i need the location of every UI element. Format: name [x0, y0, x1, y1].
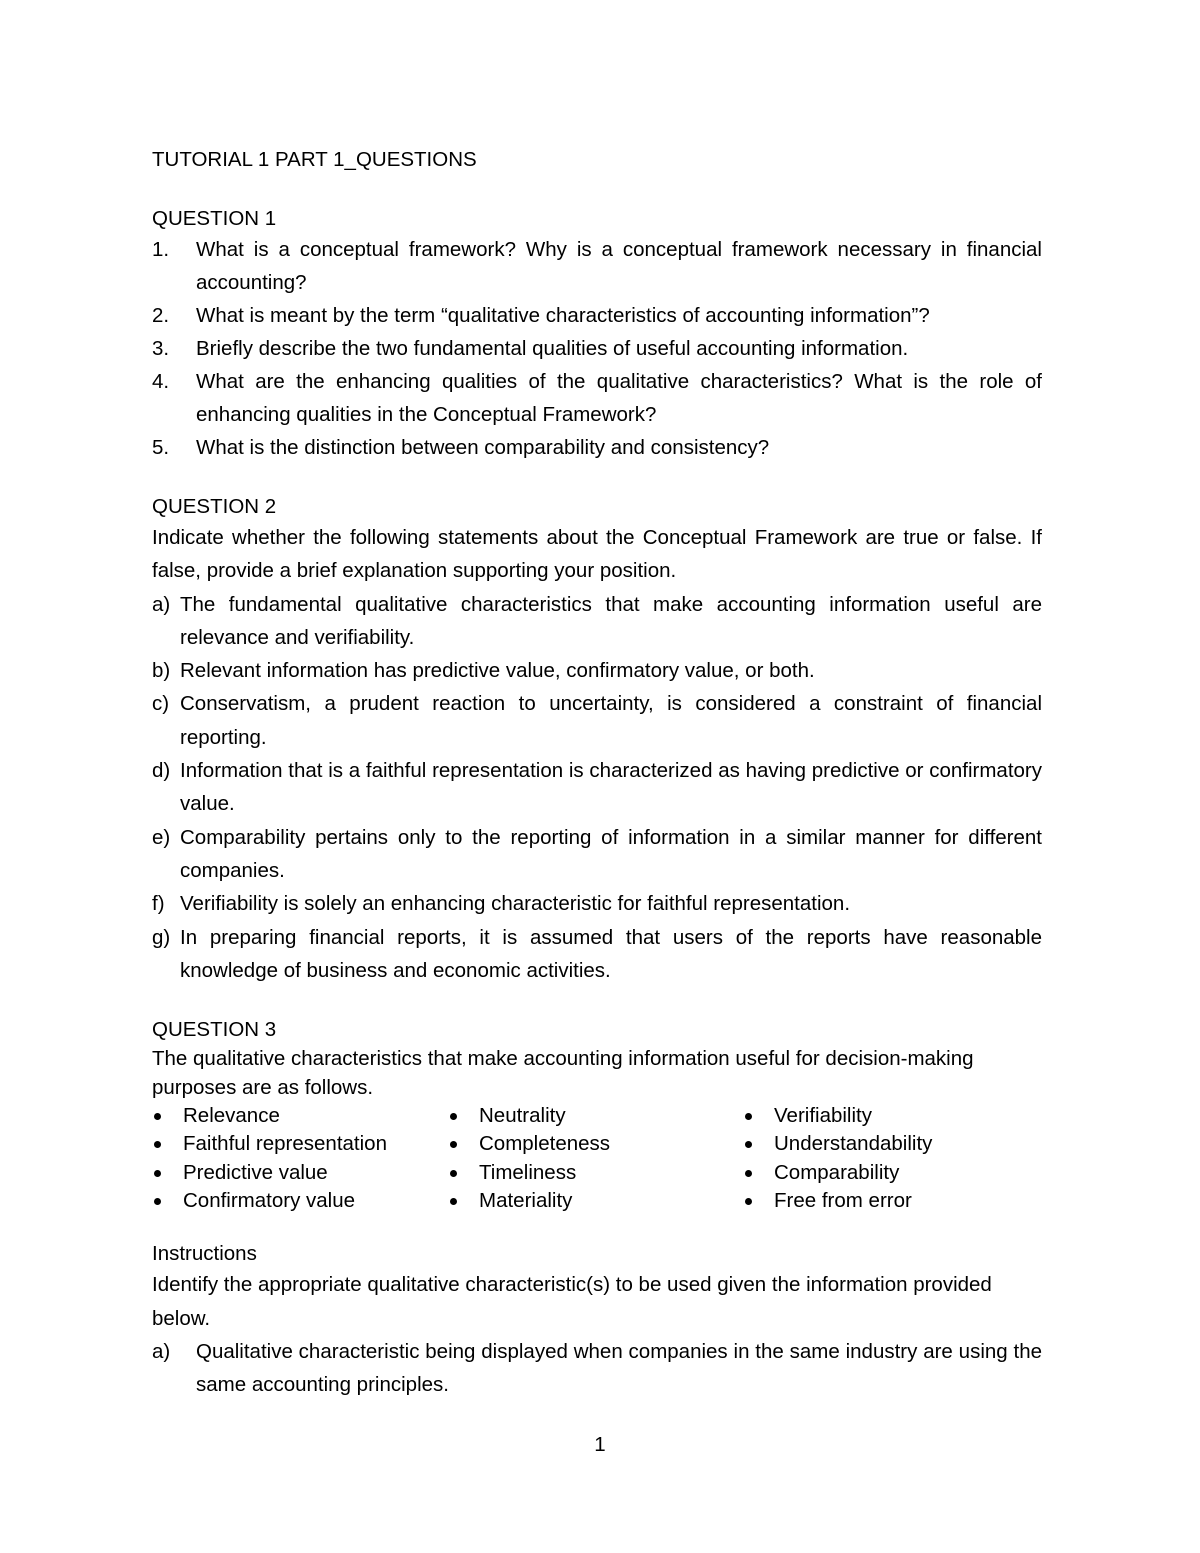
item-letter: f): [152, 892, 165, 916]
question-2-intro: Indicate whether the following statements about the Conceptual Framework are true or false. If false, provide a brief explanation supporting your position.: [152, 526, 1042, 583]
item-text: What is a conceptual framework? Why is a conceptual framework necessary in financial accounting?: [196, 238, 1042, 294]
bullet-text: Timeliness: [479, 1160, 577, 1184]
bullet-icon: [745, 1170, 752, 1177]
item-letter: a): [152, 592, 171, 616]
spacer: [152, 987, 1042, 1015]
question-1-item: [152, 431, 1042, 464]
item-text: What are the enhancing qualities of the qualitative characteristics? What is the role of enhancing qualities in the Conceptual Framework?: [196, 370, 1042, 426]
bullet-column: [743, 1102, 1033, 1215]
item-letter: a): [152, 1339, 171, 1363]
item-number: 5.: [152, 436, 170, 459]
question-2-item: [152, 754, 1042, 821]
item-letter: c): [152, 692, 170, 716]
question-2-item: [152, 887, 1042, 920]
item-text: The fundamental qualitative characteristics that make accounting information useful are relevance and verifiability.: [180, 592, 1042, 649]
question-2-item: [152, 588, 1042, 655]
question-2-item: [152, 921, 1042, 988]
item-letter: d): [152, 759, 171, 783]
bullet-item: [152, 1102, 448, 1130]
bullet-icon: [450, 1141, 457, 1148]
bullet-item: [152, 1187, 448, 1215]
item-letter: e): [152, 825, 171, 849]
item-text: Information that is a faithful representation is characterized as having predictive or confirmatory value.: [180, 759, 1042, 816]
question-1-list: [152, 233, 1042, 464]
bullet-text: Free from error: [774, 1189, 912, 1213]
bullet-column: [152, 1102, 448, 1215]
item-number: 2.: [152, 304, 170, 327]
characteristics-list: [152, 1102, 1042, 1215]
item-text: What is meant by the term “qualitative characteristics of accounting information”?: [196, 304, 930, 327]
bullet-icon: [154, 1170, 161, 1177]
bullet-icon: [745, 1113, 752, 1120]
bullet-text: Materiality: [479, 1189, 573, 1213]
item-text: In preparing financial reports, it is assumed that users of the reports have reasonable knowledge of business and economic activities.: [180, 925, 1042, 982]
item-number: 1.: [152, 238, 170, 261]
item-text: What is the distinction between comparability and consistency?: [196, 436, 770, 459]
bullet-text: Understandability: [774, 1132, 933, 1156]
bullet-text: Comparability: [774, 1160, 900, 1184]
bullet-item: [743, 1130, 1033, 1158]
spacer: [152, 1215, 1042, 1239]
bullet-icon: [450, 1170, 457, 1177]
instructions-heading: Instructions: [152, 1242, 257, 1266]
bullet-item: [448, 1130, 743, 1158]
question-2-list: [152, 588, 1042, 988]
bullet-icon: [450, 1113, 457, 1120]
item-text: Briefly describe the two fundamental qualities of useful accounting information.: [196, 337, 909, 360]
question-3-heading: QUESTION 3: [152, 1018, 277, 1042]
bullet-item: [743, 1159, 1033, 1187]
bullet-icon: [450, 1198, 457, 1205]
item-letter: g): [152, 925, 171, 949]
bullet-text: Neutrality: [479, 1104, 566, 1128]
bullet-icon: [745, 1198, 752, 1205]
spacer: [152, 176, 1042, 204]
bullet-text: Faithful representation: [183, 1132, 387, 1156]
item-number: 4.: [152, 370, 170, 393]
question-2-item: [152, 821, 1042, 888]
bullet-icon: [154, 1113, 161, 1120]
question-1-item: [152, 233, 1042, 299]
item-text: Conservatism, a prudent reaction to uncertainty, is considered a constraint of financial reporting.: [180, 692, 1042, 749]
bullet-icon: [154, 1141, 161, 1148]
question-1-heading: QUESTION 1: [152, 207, 277, 230]
question-3-item: [152, 1335, 1042, 1402]
question-1-item: [152, 365, 1042, 431]
page-number: 1: [594, 1433, 606, 1456]
item-letter: b): [152, 659, 171, 683]
item-number: 3.: [152, 337, 170, 360]
bullet-text: Confirmatory value: [183, 1189, 356, 1213]
item-text: Relevant information has predictive value, confirmatory value, or both.: [180, 659, 815, 683]
bullet-item: [448, 1159, 743, 1187]
bullet-item: [448, 1187, 743, 1215]
bullet-item: [743, 1187, 1033, 1215]
item-text: Comparability pertains only to the reporting of information in a similar manner for different companies.: [180, 825, 1042, 882]
item-text: Verifiability is solely an enhancing characteristic for faithful representation.: [180, 892, 851, 916]
bullet-icon: [745, 1141, 752, 1148]
bullet-text: Relevance: [183, 1104, 280, 1128]
bullet-text: Completeness: [479, 1132, 611, 1156]
bullet-column: [448, 1102, 743, 1215]
page-content: [152, 143, 1042, 1402]
bullet-item: [448, 1102, 743, 1130]
item-text: Qualitative characteristic being displayed when companies in the same industry are using the same accounting principles.: [196, 1339, 1042, 1397]
question-3-list: [152, 1335, 1042, 1402]
bullet-item: [743, 1102, 1033, 1130]
bullet-item: [152, 1130, 448, 1158]
question-2-item: [152, 687, 1042, 754]
bullet-icon: [154, 1198, 161, 1205]
document-title: TUTORIAL 1 PART 1_QUESTIONS: [152, 148, 477, 171]
question-3-intro: The qualitative characteristics that make accounting information useful for decision-making purposes are as follows.: [152, 1047, 974, 1100]
question-1-item: [152, 332, 1042, 365]
spacer: [152, 464, 1042, 492]
bullet-item: [152, 1159, 448, 1187]
bullet-text: Predictive value: [183, 1160, 328, 1184]
question-2-item: [152, 654, 1042, 687]
instructions-text: Identify the appropriate qualitative characteristic(s) to be used given the information provided below.: [152, 1273, 992, 1330]
question-1-item: [152, 299, 1042, 332]
question-2-heading: QUESTION 2: [152, 495, 277, 518]
bullet-text: Verifiability: [774, 1104, 872, 1128]
